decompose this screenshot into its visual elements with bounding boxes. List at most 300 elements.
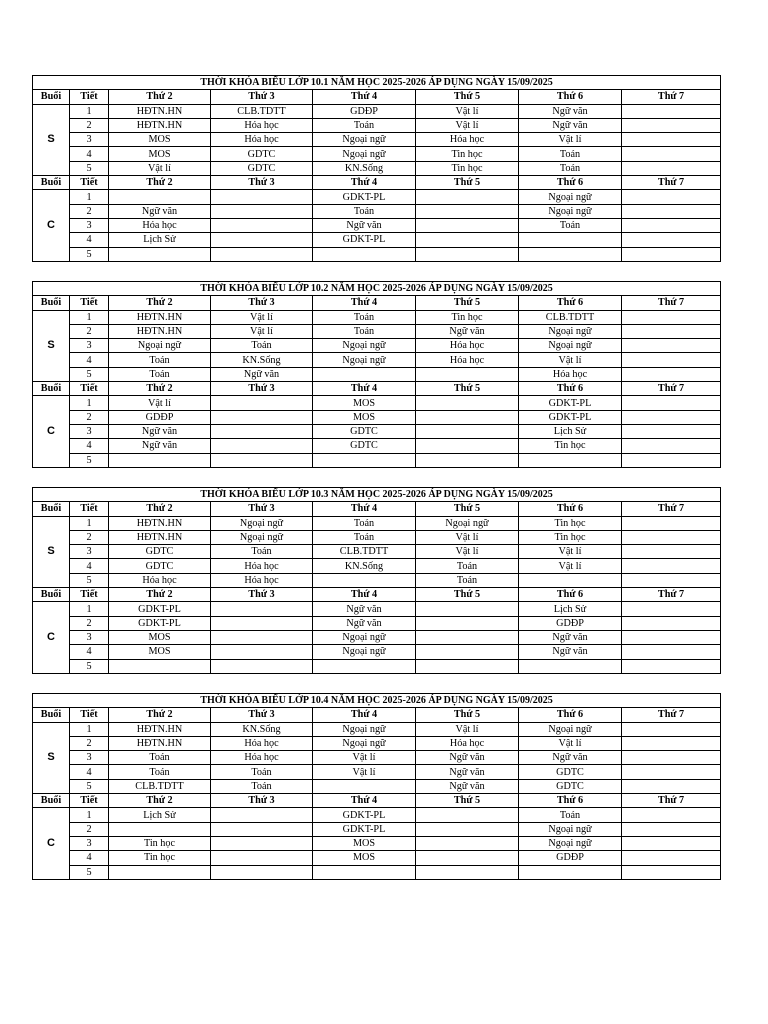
period-row xyxy=(33,659,721,673)
timetable-title-row xyxy=(33,488,721,502)
subject-cell: Ngữ văn xyxy=(416,324,519,338)
subject-cell xyxy=(313,247,416,261)
period-row xyxy=(33,630,721,644)
subject-cell: CLB.TDTT xyxy=(211,104,313,118)
subject-cell: Ngoại ngữ xyxy=(519,190,622,204)
subject-cell: Toán xyxy=(313,204,416,218)
subject-cell: GDKT-PL xyxy=(313,822,416,836)
subject-cell xyxy=(622,559,721,573)
period-row xyxy=(33,573,721,587)
subject-cell: CLB.TDTT xyxy=(109,779,211,793)
period-number: 3 xyxy=(70,751,109,765)
period-number: 3 xyxy=(70,218,109,232)
column-header: Thứ 7 xyxy=(622,176,721,190)
subject-cell xyxy=(313,865,416,879)
subject-cell: Tin học xyxy=(416,310,519,324)
subject-cell: Lịch Sử xyxy=(519,602,622,616)
subject-cell: Toán xyxy=(313,324,416,338)
column-header: Thứ 7 xyxy=(622,296,721,310)
column-header: Thứ 7 xyxy=(622,588,721,602)
period-number: 3 xyxy=(70,545,109,559)
period-row xyxy=(33,616,721,630)
subject-cell xyxy=(211,645,313,659)
subject-cell: HĐTN.HN xyxy=(109,324,211,338)
period-row xyxy=(33,545,721,559)
subject-cell: Vật lí xyxy=(313,765,416,779)
subject-cell xyxy=(416,439,519,453)
period-number: 4 xyxy=(70,147,109,161)
subject-cell xyxy=(622,204,721,218)
subject-cell: HĐTN.HN xyxy=(109,530,211,544)
subject-cell: Ngoại ngữ xyxy=(313,353,416,367)
subject-cell xyxy=(519,659,622,673)
subject-cell xyxy=(211,396,313,410)
period-number: 1 xyxy=(70,396,109,410)
column-header: Thứ 2 xyxy=(109,296,211,310)
subject-cell: GDKT-PL xyxy=(109,616,211,630)
subject-cell: Hóa học xyxy=(211,133,313,147)
period-number: 2 xyxy=(70,118,109,132)
subject-cell xyxy=(622,396,721,410)
subject-cell: Vật lí xyxy=(416,545,519,559)
subject-cell xyxy=(622,339,721,353)
subject-cell xyxy=(622,353,721,367)
subject-cell: Ngoại ngữ xyxy=(313,722,416,736)
subject-cell: Ngoại ngữ xyxy=(519,204,622,218)
subject-cell xyxy=(622,530,721,544)
subject-cell: Vật lí xyxy=(416,722,519,736)
period-row xyxy=(33,410,721,424)
subject-cell xyxy=(211,190,313,204)
subject-cell: Ngoại ngữ xyxy=(416,516,519,530)
column-header: Buổi xyxy=(33,296,70,310)
period-number: 5 xyxy=(70,453,109,467)
period-row xyxy=(33,310,721,324)
subject-cell xyxy=(416,396,519,410)
period-row xyxy=(33,602,721,616)
subject-cell xyxy=(622,736,721,750)
column-header: Tiết xyxy=(70,794,109,808)
subject-cell: Vật lí xyxy=(416,104,519,118)
column-header: Tiết xyxy=(70,708,109,722)
subject-cell: Ngoại ngữ xyxy=(519,324,622,338)
subject-cell: HĐTN.HN xyxy=(109,516,211,530)
column-header: Thứ 7 xyxy=(622,502,721,516)
column-header: Thứ 3 xyxy=(211,382,313,396)
subject-cell xyxy=(416,602,519,616)
subject-cell xyxy=(622,630,721,644)
subject-cell xyxy=(622,147,721,161)
period-number: 5 xyxy=(70,161,109,175)
column-header: Thứ 6 xyxy=(519,708,622,722)
subject-cell: MOS xyxy=(109,147,211,161)
timetable-title: THỜI KHÓA BIỂU LỚP 10.1 NĂM HỌC 2025-2026 ÁP DỤNG NGÀY 15/09/2025 xyxy=(33,76,721,90)
column-header: Tiết xyxy=(70,176,109,190)
subject-cell xyxy=(622,751,721,765)
subject-cell xyxy=(109,247,211,261)
column-header: Thứ 4 xyxy=(313,794,416,808)
subject-cell xyxy=(622,410,721,424)
subject-cell: Ngữ văn xyxy=(313,616,416,630)
period-row xyxy=(33,439,721,453)
column-header: Thứ 2 xyxy=(109,588,211,602)
period-row xyxy=(33,204,721,218)
period-number: 2 xyxy=(70,410,109,424)
column-header: Thứ 6 xyxy=(519,794,622,808)
subject-cell: Ngoại ngữ xyxy=(519,836,622,850)
subject-cell xyxy=(622,836,721,850)
subject-cell xyxy=(211,865,313,879)
subject-cell: Ngữ văn xyxy=(313,602,416,616)
subject-cell: Ngữ văn xyxy=(519,645,622,659)
subject-cell xyxy=(622,367,721,381)
subject-cell: GDĐP xyxy=(313,104,416,118)
period-number: 1 xyxy=(70,516,109,530)
period-row xyxy=(33,133,721,147)
subject-cell: Tin học xyxy=(109,851,211,865)
column-header: Thứ 4 xyxy=(313,176,416,190)
subject-cell xyxy=(622,190,721,204)
subject-cell xyxy=(211,630,313,644)
subject-cell: Hóa học xyxy=(211,118,313,132)
subject-cell: Ngoại ngữ xyxy=(519,339,622,353)
subject-cell xyxy=(622,133,721,147)
subject-cell xyxy=(416,424,519,438)
timetable-title: THỜI KHÓA BIỂU LỚP 10.2 NĂM HỌC 2025-2026 ÁP DỤNG NGÀY 15/09/2025 xyxy=(33,282,721,296)
subject-cell xyxy=(622,310,721,324)
subject-cell xyxy=(622,722,721,736)
subject-cell xyxy=(211,851,313,865)
subject-cell: HĐTN.HN xyxy=(109,310,211,324)
subject-cell xyxy=(109,865,211,879)
period-number: 5 xyxy=(70,247,109,261)
afternoon-header-row xyxy=(33,588,721,602)
subject-cell xyxy=(416,659,519,673)
subject-cell xyxy=(519,453,622,467)
subject-cell: Vật lí xyxy=(211,310,313,324)
subject-cell: Toán xyxy=(109,367,211,381)
subject-cell: GDTC xyxy=(211,161,313,175)
column-header: Thứ 3 xyxy=(211,708,313,722)
subject-cell: Tin học xyxy=(519,439,622,453)
column-header: Thứ 4 xyxy=(313,588,416,602)
column-header: Buổi xyxy=(33,502,70,516)
subject-cell xyxy=(211,218,313,232)
period-number: 4 xyxy=(70,851,109,865)
column-header: Thứ 3 xyxy=(211,502,313,516)
subject-cell: Vật lí xyxy=(519,133,622,147)
period-row xyxy=(33,516,721,530)
period-row xyxy=(33,530,721,544)
subject-cell: Ngữ văn xyxy=(519,751,622,765)
period-row xyxy=(33,751,721,765)
subject-cell: Ngữ văn xyxy=(109,204,211,218)
column-header: Thứ 2 xyxy=(109,502,211,516)
subject-cell: MOS xyxy=(109,630,211,644)
subject-cell xyxy=(622,616,721,630)
afternoon-header-row xyxy=(33,176,721,190)
column-header: Thứ 5 xyxy=(416,502,519,516)
column-header: Tiết xyxy=(70,588,109,602)
subject-cell: Toán xyxy=(313,530,416,544)
period-row xyxy=(33,836,721,850)
period-number: 2 xyxy=(70,324,109,338)
subject-cell: Toán xyxy=(519,808,622,822)
subject-cell xyxy=(622,865,721,879)
subject-cell: Ngữ văn xyxy=(416,779,519,793)
period-row xyxy=(33,104,721,118)
subject-cell: GDTC xyxy=(519,779,622,793)
period-number: 3 xyxy=(70,339,109,353)
subject-cell: CLB.TDTT xyxy=(313,545,416,559)
subject-cell: Lịch Sử xyxy=(519,424,622,438)
timetable-title-row xyxy=(33,282,721,296)
subject-cell: Ngữ văn xyxy=(416,765,519,779)
subject-cell xyxy=(109,822,211,836)
period-row xyxy=(33,190,721,204)
subject-cell: GDKT-PL xyxy=(313,808,416,822)
column-header: Tiết xyxy=(70,296,109,310)
subject-cell xyxy=(416,204,519,218)
timetable-class-2 xyxy=(32,281,721,468)
period-row xyxy=(33,233,721,247)
subject-cell: Ngoại ngữ xyxy=(313,133,416,147)
subject-cell xyxy=(622,453,721,467)
column-header: Thứ 3 xyxy=(211,176,313,190)
subject-cell: Lịch Sử xyxy=(109,808,211,822)
subject-cell xyxy=(416,808,519,822)
column-header: Thứ 5 xyxy=(416,588,519,602)
subject-cell xyxy=(416,218,519,232)
subject-cell: GDTC xyxy=(313,424,416,438)
subject-cell: Tin học xyxy=(416,147,519,161)
column-header: Thứ 5 xyxy=(416,708,519,722)
subject-cell: KN.Sống xyxy=(313,559,416,573)
period-row xyxy=(33,765,721,779)
subject-cell xyxy=(622,545,721,559)
subject-cell: Hóa học xyxy=(211,736,313,750)
column-header: Buổi xyxy=(33,176,70,190)
column-header: Thứ 2 xyxy=(109,90,211,104)
subject-cell xyxy=(622,424,721,438)
subject-cell: Ngoại ngữ xyxy=(313,339,416,353)
subject-cell xyxy=(211,808,313,822)
subject-cell xyxy=(416,453,519,467)
subject-cell xyxy=(211,424,313,438)
subject-cell: Tin học xyxy=(519,516,622,530)
subject-cell xyxy=(622,118,721,132)
period-row xyxy=(33,339,721,353)
subject-cell xyxy=(622,104,721,118)
column-header: Thứ 5 xyxy=(416,90,519,104)
subject-cell: Vật lí xyxy=(519,353,622,367)
subject-cell: Toán xyxy=(109,353,211,367)
column-header: Thứ 2 xyxy=(109,382,211,396)
period-row xyxy=(33,453,721,467)
subject-cell: Hóa học xyxy=(416,133,519,147)
timetable-title-row xyxy=(33,76,721,90)
subject-cell: Toán xyxy=(109,765,211,779)
subject-cell: Toán xyxy=(313,310,416,324)
period-number: 1 xyxy=(70,808,109,822)
subject-cell: Ngữ văn xyxy=(519,630,622,644)
subject-cell xyxy=(416,233,519,247)
subject-cell xyxy=(622,324,721,338)
column-header: Thứ 6 xyxy=(519,176,622,190)
subject-cell: GDKT-PL xyxy=(313,233,416,247)
period-number: 2 xyxy=(70,204,109,218)
period-row xyxy=(33,396,721,410)
period-row xyxy=(33,559,721,573)
subject-cell xyxy=(622,765,721,779)
column-header: Thứ 4 xyxy=(313,90,416,104)
column-header: Tiết xyxy=(70,90,109,104)
subject-cell: Tin học xyxy=(416,161,519,175)
subject-cell xyxy=(622,218,721,232)
subject-cell xyxy=(211,204,313,218)
afternoon-session-label: C xyxy=(33,602,70,673)
subject-cell: Ngữ văn xyxy=(211,367,313,381)
column-header: Thứ 4 xyxy=(313,708,416,722)
subject-cell: MOS xyxy=(109,645,211,659)
subject-cell xyxy=(519,573,622,587)
subject-cell: MOS xyxy=(313,410,416,424)
morning-session-label: S xyxy=(33,104,70,175)
subject-cell: Vật lí xyxy=(109,396,211,410)
period-number: 1 xyxy=(70,190,109,204)
subject-cell xyxy=(416,410,519,424)
subject-cell: GDKT-PL xyxy=(519,396,622,410)
period-number: 2 xyxy=(70,530,109,544)
period-row xyxy=(33,367,721,381)
period-number: 5 xyxy=(70,659,109,673)
subject-cell: Lịch Sử xyxy=(109,233,211,247)
column-header: Thứ 3 xyxy=(211,588,313,602)
subject-cell: Ngoại ngữ xyxy=(519,822,622,836)
subject-cell: Ngoại ngữ xyxy=(313,147,416,161)
subject-cell: Ngữ văn xyxy=(519,104,622,118)
subject-cell: GDTC xyxy=(313,439,416,453)
subject-cell xyxy=(622,779,721,793)
column-header: Tiết xyxy=(70,502,109,516)
subject-cell xyxy=(416,247,519,261)
period-row xyxy=(33,645,721,659)
subject-cell: Toán xyxy=(211,339,313,353)
subject-cell xyxy=(622,439,721,453)
period-number: 4 xyxy=(70,559,109,573)
subject-cell xyxy=(519,247,622,261)
subject-cell xyxy=(416,630,519,644)
column-header: Thứ 6 xyxy=(519,90,622,104)
subject-cell: GDĐP xyxy=(519,616,622,630)
subject-cell: Vật lí xyxy=(519,559,622,573)
period-row xyxy=(33,147,721,161)
subject-cell xyxy=(622,645,721,659)
period-row xyxy=(33,218,721,232)
subject-cell: Ngoại ngữ xyxy=(109,339,211,353)
subject-cell: Hóa học xyxy=(519,367,622,381)
subject-cell xyxy=(622,161,721,175)
column-header: Thứ 2 xyxy=(109,708,211,722)
subject-cell xyxy=(416,367,519,381)
column-header: Thứ 2 xyxy=(109,176,211,190)
subject-cell: Vật lí xyxy=(313,751,416,765)
subject-cell: Ngữ văn xyxy=(109,439,211,453)
timetable-title-row xyxy=(33,694,721,708)
subject-cell: GDTC xyxy=(109,559,211,573)
afternoon-header-row xyxy=(33,794,721,808)
subject-cell xyxy=(416,645,519,659)
period-number: 3 xyxy=(70,133,109,147)
subject-cell xyxy=(416,190,519,204)
subject-cell: CLB.TDTT xyxy=(519,310,622,324)
subject-cell: Toán xyxy=(519,147,622,161)
period-number: 4 xyxy=(70,645,109,659)
subject-cell xyxy=(313,779,416,793)
subject-cell: Hóa học xyxy=(416,339,519,353)
subject-cell xyxy=(211,247,313,261)
subject-cell xyxy=(211,233,313,247)
column-header: Thứ 5 xyxy=(416,382,519,396)
column-header: Thứ 6 xyxy=(519,502,622,516)
column-header: Thứ 4 xyxy=(313,296,416,310)
subject-cell: Toán xyxy=(519,161,622,175)
subject-cell xyxy=(622,659,721,673)
subject-cell: Toán xyxy=(313,118,416,132)
subject-cell xyxy=(211,822,313,836)
period-number: 4 xyxy=(70,439,109,453)
period-row xyxy=(33,247,721,261)
subject-cell: GDKT-PL xyxy=(519,410,622,424)
subject-cell: HĐTN.HN xyxy=(109,118,211,132)
subject-cell xyxy=(622,851,721,865)
morning-session-label: S xyxy=(33,722,70,793)
subject-cell: Vật lí xyxy=(519,545,622,559)
period-row xyxy=(33,808,721,822)
subject-cell: Toán xyxy=(416,559,519,573)
period-number: 3 xyxy=(70,424,109,438)
subject-cell xyxy=(622,822,721,836)
morning-header-row xyxy=(33,502,721,516)
subject-cell: MOS xyxy=(313,851,416,865)
subject-cell xyxy=(519,233,622,247)
subject-cell: KN.Sống xyxy=(313,161,416,175)
subject-cell xyxy=(313,367,416,381)
column-header: Buổi xyxy=(33,588,70,602)
period-row xyxy=(33,779,721,793)
period-number: 3 xyxy=(70,836,109,850)
subject-cell: GDĐP xyxy=(109,410,211,424)
subject-cell: Ngữ văn xyxy=(109,424,211,438)
period-number: 2 xyxy=(70,822,109,836)
column-header: Thứ 6 xyxy=(519,588,622,602)
subject-cell xyxy=(313,453,416,467)
subject-cell: KN.Sống xyxy=(211,353,313,367)
subject-cell: Tin học xyxy=(519,530,622,544)
subject-cell: Ngữ văn xyxy=(416,751,519,765)
morning-header-row xyxy=(33,90,721,104)
morning-session-label: S xyxy=(33,516,70,587)
afternoon-session-label: C xyxy=(33,190,70,261)
morning-header-row xyxy=(33,296,721,310)
period-number: 1 xyxy=(70,310,109,324)
afternoon-header-row xyxy=(33,382,721,396)
subject-cell: Vật lí xyxy=(109,161,211,175)
subject-cell: Toán xyxy=(519,218,622,232)
subject-cell xyxy=(109,659,211,673)
column-header: Thứ 2 xyxy=(109,794,211,808)
subject-cell xyxy=(313,573,416,587)
